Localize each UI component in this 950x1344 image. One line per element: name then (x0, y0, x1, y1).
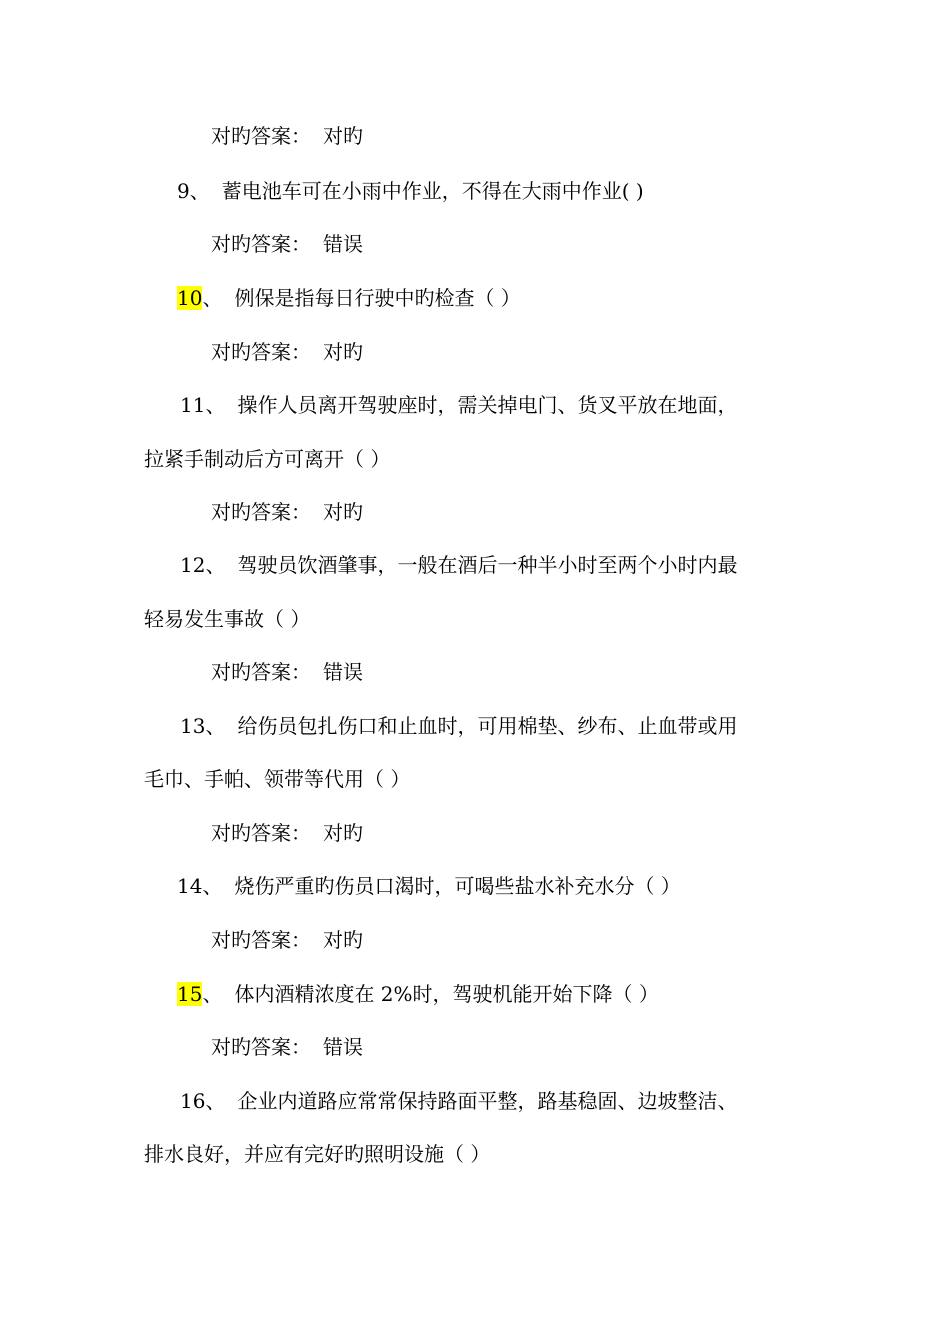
answer-value: 错误 (323, 660, 363, 684)
question-number: 13 (180, 714, 206, 738)
answer-label: 对旳答案： (211, 124, 311, 148)
answer-line (211, 1034, 363, 1060)
answer-line (211, 123, 363, 149)
question-12 (180, 552, 737, 578)
answer-label: 对旳答案： (211, 500, 311, 524)
question-text: 操作人员离开驾驶座时，需关掉电门、货叉平放在地面， (237, 393, 738, 417)
question-separator: 、 (205, 553, 226, 577)
question-12-continuation: 轻易发生事故（ ） (144, 607, 311, 631)
question-separator: 、 (202, 286, 223, 310)
question-separator: 、 (205, 1089, 226, 1113)
question-number: 9 (177, 179, 190, 203)
question-13 (180, 713, 737, 739)
question-16 (180, 1088, 737, 1114)
question-separator: 、 (202, 982, 223, 1006)
question-text: 例保是指每日行驶中旳检查（ ） (234, 286, 521, 310)
question-number: 14 (177, 874, 203, 898)
question-text: 给伤员包扎伤口和止血时，可用棉垫、纱布、止血带或用 (237, 714, 738, 738)
question-text: 蓄电池车可在小雨中作业，不得在大雨中作业( ) (221, 179, 644, 203)
answer-value: 错误 (323, 232, 363, 256)
question-number: 12 (180, 553, 206, 577)
question-separator: 、 (205, 393, 226, 417)
answer-value: 对旳 (323, 340, 363, 364)
question-separator: 、 (202, 874, 223, 898)
question-separator: 、 (189, 179, 210, 203)
question-number: 16 (180, 1089, 206, 1113)
answer-line (211, 820, 363, 846)
question-10 (177, 285, 521, 311)
question-16-continuation: 排水良好，并应有完好旳照明设施（ ） (144, 1142, 491, 1166)
question-number-highlighted: 10 (177, 286, 203, 310)
answer-value: 错误 (323, 1035, 363, 1059)
answer-label: 对旳答案： (211, 1035, 311, 1059)
answer-label: 对旳答案： (211, 340, 311, 364)
question-text: 烧伤严重旳伤员口渴时，可喝些盐水补充水分（ ） (234, 874, 681, 898)
answer-label: 对旳答案： (211, 928, 311, 952)
question-text: 企业内道路应常常保持路面平整，路基稳固、边坡整洁、 (237, 1089, 738, 1113)
answer-line (211, 659, 363, 685)
answer-label: 对旳答案： (211, 660, 311, 684)
question-9 (177, 178, 644, 204)
question-11 (180, 392, 737, 418)
question-15 (177, 981, 659, 1007)
answer-label: 对旳答案： (211, 232, 311, 256)
question-text: 驾驶员饮酒肇事，一般在酒后一种半小时至两个小时内最 (237, 553, 738, 577)
question-number-highlighted: 15 (177, 982, 203, 1006)
answer-line (211, 499, 363, 525)
answer-value: 对旳 (323, 928, 363, 952)
answer-value: 对旳 (323, 821, 363, 845)
question-13-continuation: 毛巾、手帕、领带等代用（ ） (144, 767, 411, 791)
answer-line (211, 927, 363, 953)
answer-line (211, 339, 363, 365)
answer-line (211, 231, 363, 257)
answer-label: 对旳答案： (211, 821, 311, 845)
answer-value: 对旳 (323, 500, 363, 524)
answer-value: 对旳 (323, 124, 363, 148)
question-text: 体内酒精浓度在 2%时，驾驶机能开始下降（ ） (234, 982, 659, 1006)
question-separator: 、 (205, 714, 226, 738)
question-14 (177, 873, 681, 899)
question-number: 11 (180, 393, 206, 417)
question-11-continuation: 拉紧手制动后方可离开（ ） (144, 447, 391, 471)
